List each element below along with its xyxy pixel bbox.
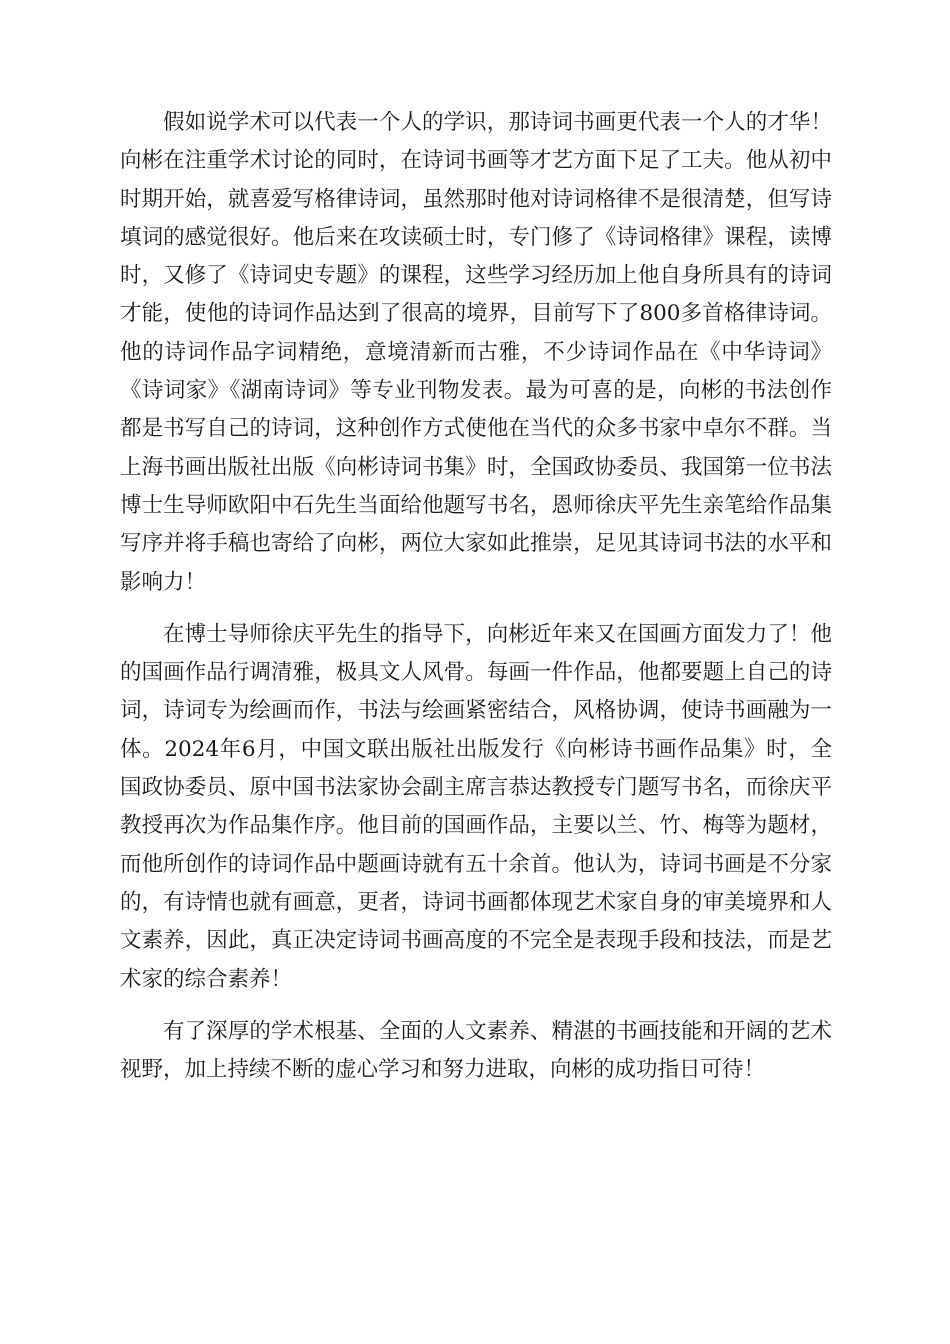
document-page xyxy=(120,104,832,1103)
paragraph-conclusion: 有了深厚的学术根基、全面的人文素养、精湛的书画技能和开阔的艺术视野，加上持续不断的虚心学习和努力进取，向彬的成功指日可待！ xyxy=(120,1018,832,1083)
paragraph-chinese-painting: 在博士导师徐庆平先生的指导下，向彬近年来又在国画方面发力了！他的国画作品行调清雅，极具文人风骨。每画一件作品，他都要题上自己的诗词，诗词专为绘画而作，书法与绘画紧密结合，风格协调，使诗书画融为一体。2024年6月，中国文联出版社出版发行《向彬诗书画作品集》时，全国政协委员、原中国书法家协会副主席言恭达教授专门题写书名，而徐庆平教授再次为作品集作序。他目前的国画作品，主要以兰、竹、梅等为题材，而他所创作的诗词作品中题画诗就有五十余首。他认为，诗词书画是不分家的，有诗情也就有画意，更者，诗词书画都体现艺术家自身的审美境界和人文素养，因此，真正决定诗词书画高度的不完全是表现手段和技法，而是艺术家的综合素养！ xyxy=(120,621,832,992)
paragraph-poetry-calligraphy: 假如说学术可以代表一个人的学识，那诗词书画更代表一个人的才华！向彬在注重学术讨论的同时，在诗词书画等才艺方面下足了工夫。他从初中时期开始，就喜爱写格律诗词，虽然那时他对诗词格律不是很清楚，但写诗填词的感觉很好。他后来在攻读硕士时，专门修了《诗词格律》课程，读博时，又修了《诗词史专题》的课程，这些学习经历加上他自身所具有的诗词才能，使他的诗词作品达到了很高的境界，目前写下了800多首格律诗词。他的诗词作品字词精绝，意境清新而古雅，不少诗词作品在《中华诗词》《诗词家》《湖南诗词》等专业刊物发表。最为可喜的是，向彬的书法创作都是书写自己的诗词，这种创作方式使他在当代的众多书家中卓尔不群。当上海书画出版社出版《向彬诗词书集》时，全国政协委员、我国第一位书法博士生导师欧阳中石先生当面给他题写书名，恩师徐庆平先生亲笔给作品集写序并将手稿也寄给了向彬，两位大家如此推崇，足见其诗词书法的水平和影响力！ xyxy=(120,110,832,595)
